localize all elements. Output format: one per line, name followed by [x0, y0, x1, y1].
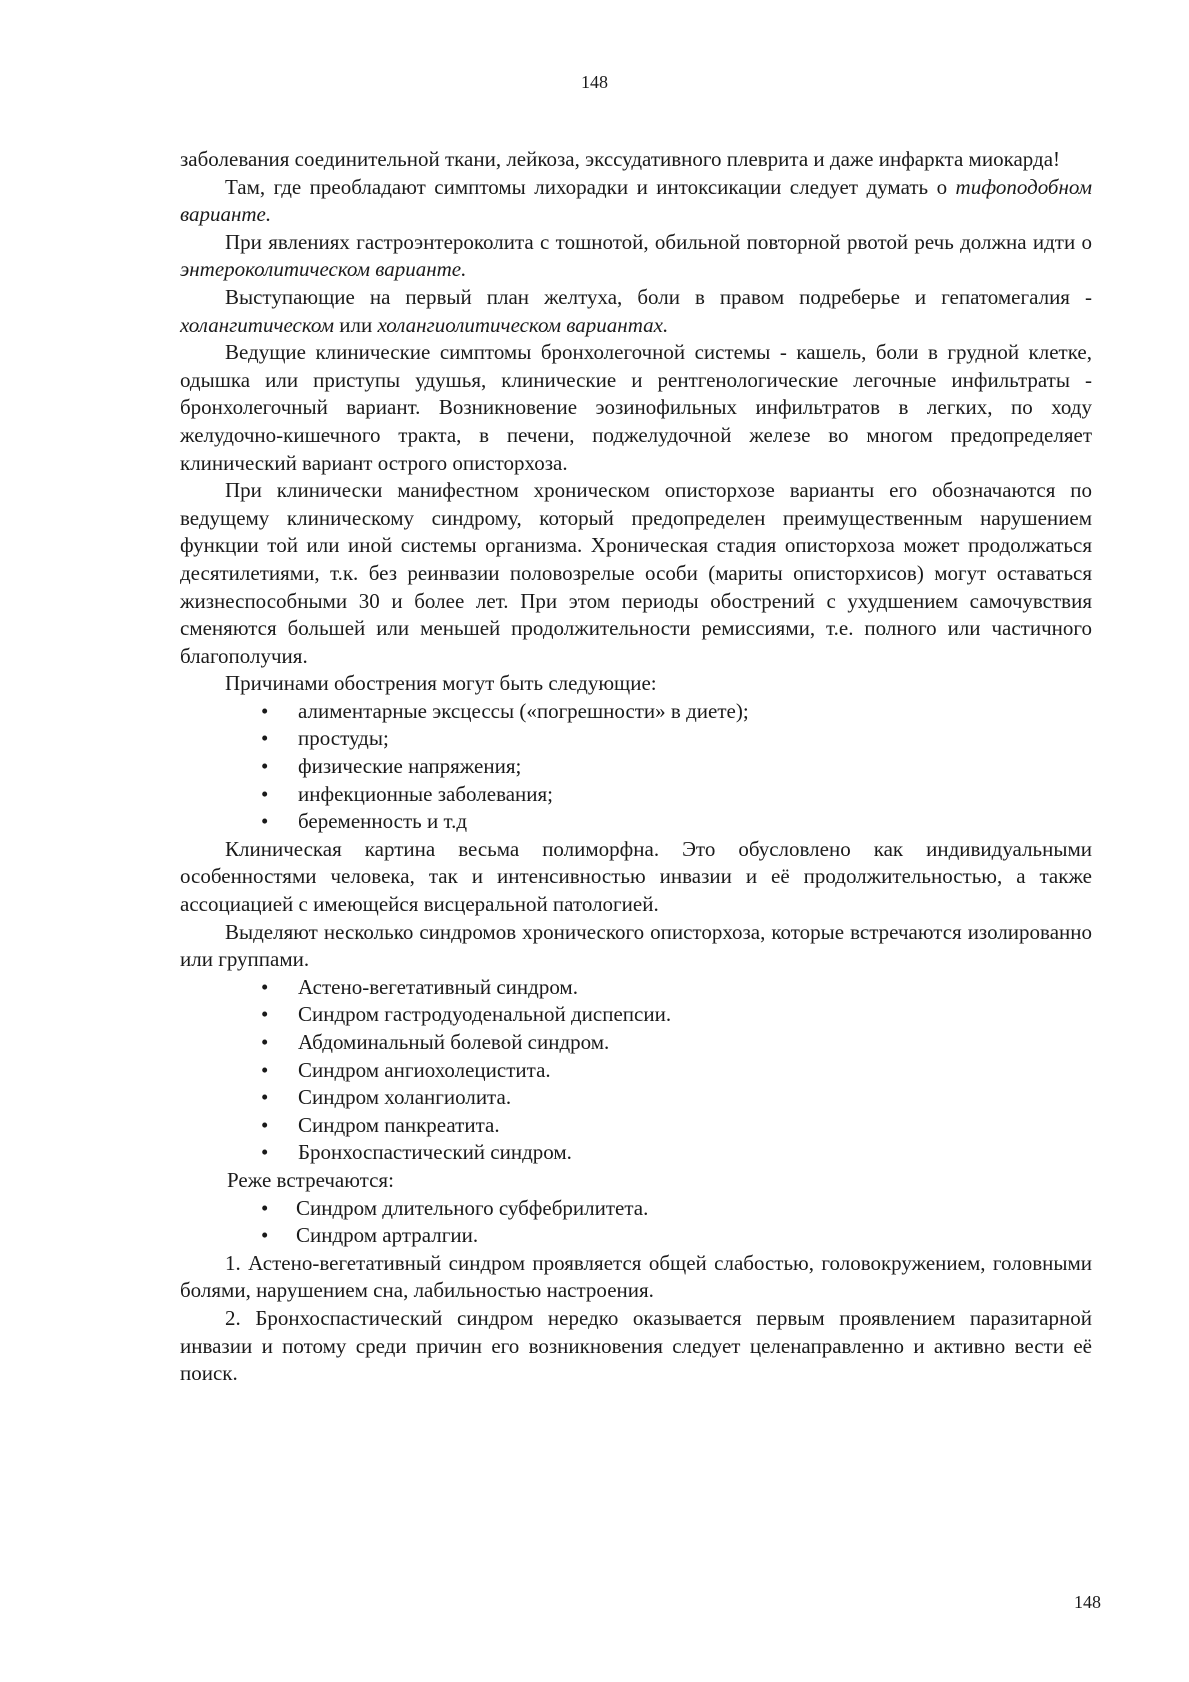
bullet-icon: • — [261, 698, 269, 723]
list-item-text: физические напряжения; — [298, 754, 522, 779]
list-item — [180, 1001, 1092, 1029]
page-number-bottom: 148 — [1074, 1592, 1101, 1612]
bullet-icon: • — [261, 1140, 269, 1165]
list-item — [180, 1139, 1092, 1167]
bullet-icon: • — [261, 1002, 269, 1027]
paragraph-1: заболевания соединительной ткани, лейкоза, экссудативного плеврита и даже инфаркта миокарда! — [180, 147, 1061, 171]
list-item-text: Абдоминальный болевой синдром. — [298, 1030, 610, 1054]
list-item-text: простуды; — [298, 726, 389, 751]
list-item — [180, 725, 1092, 753]
list-item-text: Синдром панкреатита. — [298, 1112, 500, 1137]
list-item — [180, 1084, 1092, 1112]
list-item — [180, 1195, 1092, 1223]
list-item-text: беременность и т.д — [298, 809, 468, 834]
paragraph-12: 2. Бронхоспастический синдром нередко оказывается первым проявлением паразитарной инвазии и потому среди причин его возникновения следует целенаправленно и активно вести её поиск. — [180, 1305, 1092, 1386]
paragraph-6: При клинически манифестном хроническом описторхозе варианты его обозначаются по ведущему клиническому синдрому, который предопределен преимущественным нарушением функции той или иной системы организма. Хроническая стадия описторхоза может продолжаться десятилетиями, т.к. без реинвазии половозрелые особи (мариты описторхисов) могут оставаться жизнеспособными 30 и более лет. При этом периоды обострений с ухудшением самочувствия сменяются большей или меньшей продолжительности ремиссиями, т.е. полного или частичного благополучия. — [180, 478, 1092, 668]
rare-syndromes-list — [180, 1195, 1092, 1250]
bullet-icon: • — [261, 754, 269, 779]
paragraph-5: Ведущие клинические симптомы бронхолегочной системы - кашель, боли в грудной клетке, одышка или приступы удушья, клинические и рентгенологические легочные инфильтраты - бронхолегочный вариант. Возникновение эозинофильных инфильтратов в легких, по ходу желудочно-кишечного тракта, в печени, поджелудочной железе во многом предопределяет клинический вариант острого описторхоза. — [180, 340, 1092, 475]
list-item-text: Синдром ангиохолецистита. — [298, 1057, 551, 1082]
paragraph-9: Выделяют несколько синдромов хронического описторхоза, которые встречаются изолированно или группами. — [180, 919, 1092, 972]
page-number-top: 148 — [581, 72, 608, 92]
list-item-text: Синдром артралгии. — [296, 1223, 479, 1248]
document-body — [180, 146, 1092, 1388]
list-item — [180, 808, 1092, 836]
list-item-text: Синдром холангиолита. — [298, 1085, 512, 1110]
paragraph-3: При явлениях гастроэнтероколита с тошнотой, обильной повторной рвотой речь должна идти о энтероколитическом варианте. — [180, 229, 1092, 282]
exacerbation-causes-list — [180, 698, 1092, 836]
bullet-icon: • — [261, 974, 269, 999]
bullet-icon: • — [261, 1112, 269, 1137]
list-item-text: Синдром гастродуоденальной диспепсии. — [298, 1002, 672, 1027]
bullet-icon: • — [261, 1085, 269, 1110]
paragraph-11: 1. Астено-вегетативный синдром проявляется общей слабостью, головокружением, головными болями, нарушением сна, лабильностью настроения. — [180, 1250, 1092, 1303]
list-item — [180, 974, 1092, 1002]
list-item-text: инфекционные заболевания; — [298, 781, 553, 806]
paragraph-8: Клиническая картина весьма полиморфна. Это обусловлено как индивидуальными особенностями человека, так и интенсивностью инвазии и её продолжительностью, а также ассоциацией с имеющейся висцеральной патологией. — [180, 836, 1092, 917]
bullet-icon: • — [261, 1057, 269, 1082]
bullet-icon: • — [261, 726, 269, 751]
bullet-icon: • — [261, 1195, 269, 1220]
list-item — [180, 781, 1092, 809]
list-item — [180, 698, 1092, 726]
list-item-text: Бронхоспастический синдром. — [298, 1140, 572, 1165]
list-item — [180, 1222, 1092, 1250]
paragraph-2: Там, где преобладают симптомы лихорадки и интоксикации следует думать о тифоподобном варианте. — [180, 174, 1092, 227]
paragraph-4: Выступающие на первый план желтуха, боли в правом подреберье и гепатомегалия - холангитическом или холангиолитическом вариантах. — [180, 284, 1092, 337]
paragraph-10: Реже встречаются: — [227, 1167, 394, 1192]
list-item-text: Астено-вегетативный синдром. — [298, 974, 578, 999]
list-item — [180, 753, 1092, 781]
syndromes-list — [180, 974, 1092, 1167]
bullet-icon: • — [261, 781, 269, 806]
list-item-text: Синдром длительного субфебрилитета. — [296, 1195, 649, 1220]
bullet-icon: • — [261, 1223, 269, 1248]
bullet-icon: • — [261, 1030, 269, 1054]
list-item — [180, 1057, 1092, 1085]
list-item — [180, 1112, 1092, 1140]
paragraph-7: Причинами обострения могут быть следующие: — [225, 671, 657, 696]
list-item — [180, 1029, 1092, 1057]
bullet-icon: • — [261, 809, 269, 834]
list-item-text: алиментарные эксцессы («погрешности» в диете); — [298, 698, 749, 723]
